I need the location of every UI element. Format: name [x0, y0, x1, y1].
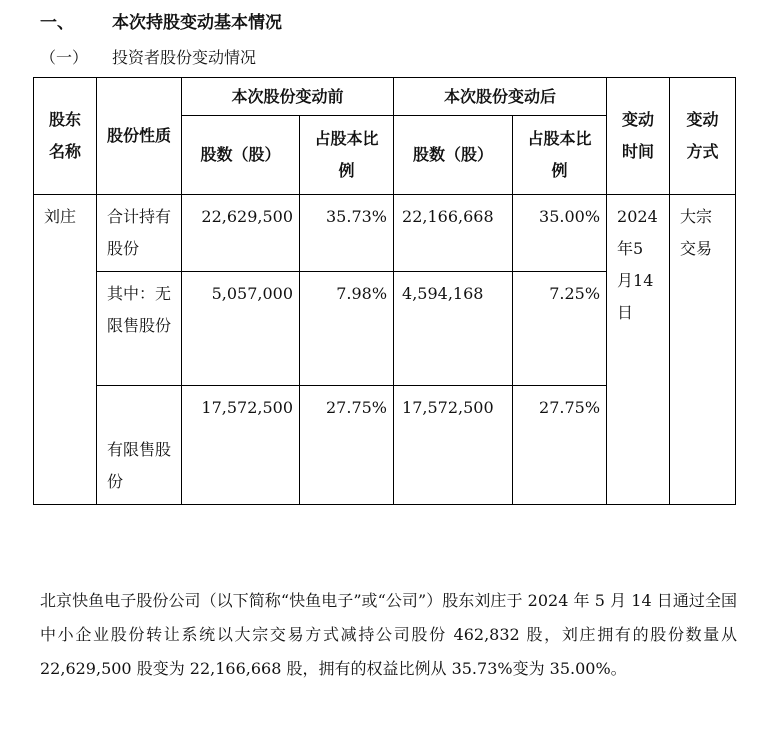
section-title: 本次持股变动基本情况: [112, 13, 282, 33]
subsection-number: （一）: [40, 48, 89, 67]
after-ratio-cell: 27.75%: [513, 386, 607, 505]
header-before: 本次股份变动前: [182, 78, 394, 116]
nature-cell: 其中：无限售股份: [97, 272, 182, 386]
header-before-shares: 股数（股）: [182, 116, 300, 195]
summary-paragraph: 北京快鱼电子股份公司（以下简称“快鱼电子”或“公司”）股东刘庄于 2024 年 5 月 14 日通过全国中小企业股份转让系统以大宗交易方式减持公司股份 462,832 股，刘庄拥有的股份数量从 22,629,500 股变为 22,166,668 股，拥有的权益比例从 35.73%变为 35.00%。: [40, 591, 737, 678]
header-before-ratio: 占股本比例: [300, 116, 394, 195]
before-ratio-cell: 35.73%: [300, 195, 394, 272]
before-ratio-cell: 27.75%: [300, 386, 394, 505]
header-after: 本次股份变动后: [394, 78, 607, 116]
header-after-shares: 股数（股）: [394, 116, 513, 195]
after-shares-cell: 22,166,668: [394, 195, 513, 272]
header-shareholder: 股东名称: [34, 78, 97, 195]
header-method: 变动方式: [670, 78, 736, 195]
nature-cell: 有限售股份: [97, 386, 182, 505]
header-nature: 股份性质: [97, 78, 182, 195]
subsection-heading: [40, 45, 256, 68]
section-number: 一、: [40, 13, 74, 33]
change-time: 2024年5月14日: [607, 195, 670, 505]
after-shares-cell: 4,594,168: [394, 272, 513, 386]
before-ratio-cell: 7.98%: [300, 272, 394, 386]
header-after-ratio: 占股本比例: [513, 116, 607, 195]
table-row: [34, 195, 736, 272]
section-heading: [40, 8, 282, 33]
change-method: 大宗交易: [670, 195, 736, 505]
subsection-title: 投资者股份变动情况: [112, 48, 257, 67]
after-ratio-cell: 35.00%: [513, 195, 607, 272]
after-shares-cell: 17,572,500: [394, 386, 513, 505]
before-shares-cell: 22,629,500: [182, 195, 300, 272]
before-shares-cell: 17,572,500: [182, 386, 300, 505]
share-change-table: [33, 77, 736, 505]
shareholder-name: 刘庄: [34, 195, 97, 505]
header-time: 变动时间: [607, 78, 670, 195]
before-shares-cell: 5,057,000: [182, 272, 300, 386]
nature-cell: 合计持有股份: [97, 195, 182, 272]
after-ratio-cell: 7.25%: [513, 272, 607, 386]
